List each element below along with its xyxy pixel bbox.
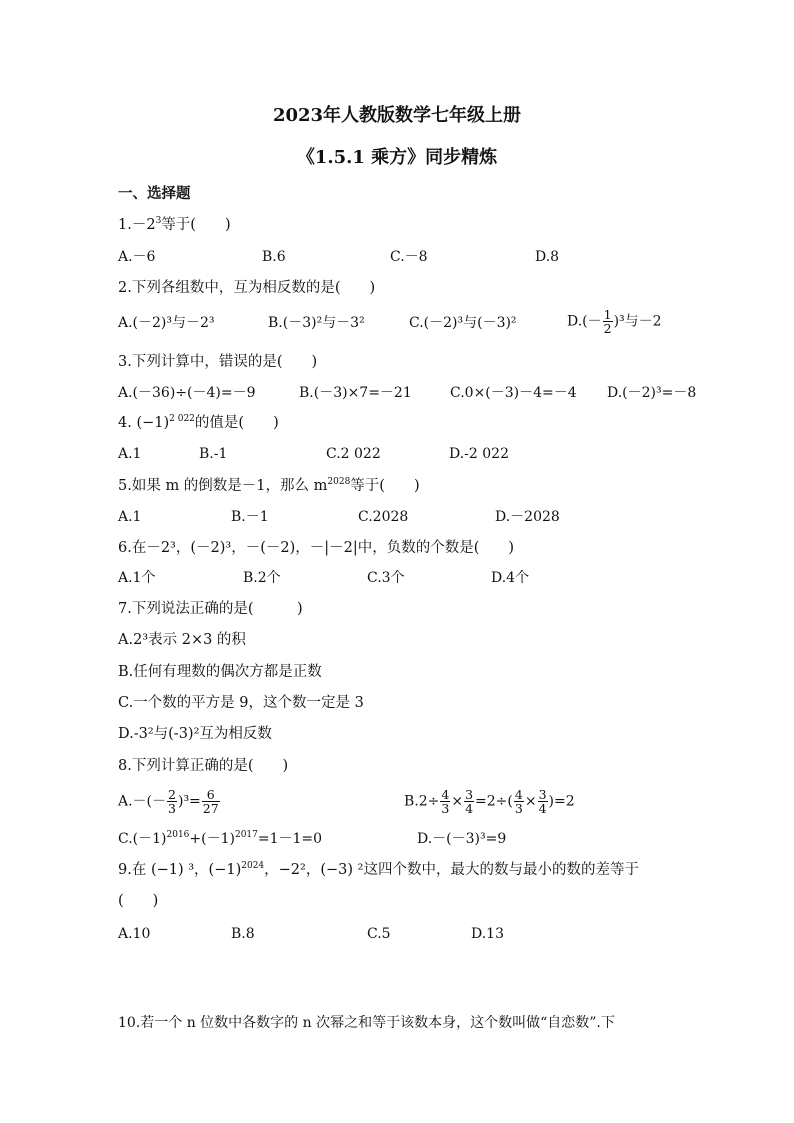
q2-d-numerator: 1 [603, 307, 612, 322]
q8-b-num-4: 3 [538, 787, 547, 802]
q5-exp: 2028 [327, 477, 351, 487]
q8-b-times-2: × [524, 793, 537, 810]
q8-b-times: × [451, 793, 464, 810]
q5-stem-a: 5.如果 m 的倒数是－1，那么 m [118, 478, 328, 494]
q6-option-d: D.4个 [491, 570, 530, 586]
q8-c-a: C.(－1) [118, 831, 167, 847]
q8-a-pre: A.－(－ [118, 793, 167, 810]
q1-stem-a: 1.－2 [118, 217, 156, 233]
question-3-stem: 3.下列计算中，错误的是( ) [118, 354, 318, 370]
q8-a-den: 3 [168, 801, 176, 816]
question-8-stem: 8.下列计算正确的是( ) [118, 758, 289, 774]
q4-option-b: B.-1 [199, 446, 228, 462]
q8-b-num-3: 4 [514, 787, 523, 802]
question-9-stem [118, 860, 639, 880]
q5-option-d: D.－2028 [495, 509, 560, 525]
question-4-stem [118, 413, 279, 433]
q3-option-b: B.(－3)×7=－21 [299, 385, 412, 401]
q8-option-a [118, 788, 221, 815]
q8-b-den-4: 4 [538, 801, 547, 816]
q2-option-c: C.(－2)³与(－3)² [409, 315, 517, 331]
question-1-stem [118, 215, 231, 235]
q9-option-a: A.10 [118, 926, 151, 942]
q8-b-den-3: 3 [514, 801, 523, 816]
q4-exp: 2 022 [169, 414, 195, 424]
q2-option-a: A.(－2)³与－2³ [118, 315, 215, 331]
q4-stem-b: 的值是( ) [194, 415, 279, 431]
q4-option-c: C.2 022 [326, 446, 381, 462]
q8-option-c [118, 829, 322, 849]
q8-a-result-den: 27 [202, 801, 219, 816]
q8-a-mid: )³= [177, 793, 201, 810]
q5-option-b: B.－1 [231, 509, 269, 525]
q8-c-c: =1－1=0 [257, 831, 323, 847]
q8-option-b [404, 788, 575, 815]
q4-option-a: A.1 [118, 446, 142, 462]
q2-d-pre: D.(－ [567, 313, 602, 330]
q4-option-d: D.-2 022 [449, 446, 509, 462]
q8-b-frac-2 [464, 788, 474, 815]
q1-exp: 3 [155, 216, 162, 226]
q1-option-d: D.8 [535, 249, 560, 265]
q3-option-d: D.(－2)³=－8 [607, 385, 697, 401]
q8-b-frac-3 [514, 788, 524, 815]
question-10-stem: 10.若一个 n 位数中各数字的 n 次幂之和等于该数本身，这个数叫做“自恋数”.下 [118, 1015, 615, 1031]
q8-b-num-2: 3 [465, 787, 474, 802]
q2-option-b: B.(－3)²与－3² [268, 315, 365, 331]
q6-option-a: A.1个 [118, 570, 156, 586]
q5-option-c: C.2028 [358, 509, 409, 525]
section-heading: 一、选择题 [118, 185, 191, 202]
q8-b-end: )=2 [548, 793, 575, 810]
q5-stem-b: 等于( ) [350, 478, 420, 494]
q1-option-a: A.－6 [118, 249, 156, 265]
q8-b-num-1: 4 [441, 787, 450, 802]
q8-a-fraction [167, 788, 177, 815]
q9-option-b: B.8 [231, 926, 255, 942]
q9-exp: 2024 [241, 861, 265, 871]
q8-b-frac-4 [538, 788, 548, 815]
q6-option-b: B.2个 [243, 570, 281, 586]
q9-stem-a: 9.在 (−1) ³，(−1) [118, 862, 242, 878]
q4-stem-a: 4. (−1) [118, 415, 170, 431]
q8-a-result-num: 6 [202, 788, 220, 802]
q2-option-d [567, 308, 662, 335]
q1-stem-b: 等于( ) [161, 217, 231, 233]
document-title: 2023年人教版数学七年级上册 [272, 105, 522, 126]
q7-option-d: D.-3²与(-3)²互为相反数 [118, 726, 272, 742]
q8-option-d: D.－(－3)³=9 [417, 831, 507, 847]
q8-b-den-2: 4 [465, 801, 474, 816]
q3-option-c: C.0×(－3)－4=－4 [450, 385, 577, 401]
q8-c-b: +(－1) [189, 831, 235, 847]
q8-a-num: 2 [168, 787, 176, 802]
q9-stem-b: ，−2²，(−3) ²这四个数中，最大的数与最小的数的差等于 [264, 862, 639, 878]
question-7-stem: 7.下列说法正确的是( ) [118, 601, 303, 617]
q8-b-frac-1 [440, 788, 450, 815]
q8-b-mid: =2÷( [475, 793, 513, 810]
q1-option-c: C.－8 [390, 249, 428, 265]
q9-option-d: D.13 [471, 926, 504, 942]
q6-option-c: C.3个 [367, 570, 405, 586]
q7-option-b: B.任何有理数的偶次方都是正数 [118, 664, 322, 680]
q8-a-result-fraction [202, 788, 220, 815]
question-6-stem: 6.在－2³，(－2)³，－(－2)，－|－2|中，负数的个数是( ) [118, 540, 515, 556]
document-subtitle: 《1.5.1 乘方》同步精炼 [296, 147, 498, 168]
q8-c-exp-1: 2016 [166, 830, 190, 840]
question-5-stem [118, 476, 420, 496]
q5-option-a: A.1 [118, 509, 142, 525]
q8-b-pre: B.2÷ [404, 793, 440, 810]
question-2-stem: 2.下列各组数中，互为相反数的是( ) [118, 280, 376, 296]
q1-option-b: B.6 [262, 249, 286, 265]
q3-option-a: A.(－36)÷(－4)=－9 [118, 385, 256, 401]
q9-stem-continuation: ( ) [118, 893, 159, 909]
q2-d-denominator: 2 [603, 321, 612, 336]
q8-c-exp-2: 2017 [234, 830, 258, 840]
q7-option-a: A.2³表示 2×3 的积 [118, 632, 246, 648]
q7-option-c: C.一个数的平方是 9，这个数一定是 3 [118, 695, 364, 711]
q2-d-fraction [603, 308, 613, 335]
q2-d-post: )³与－2 [613, 313, 662, 330]
q9-option-c: C.5 [367, 926, 391, 942]
q8-b-den-1: 3 [441, 801, 450, 816]
